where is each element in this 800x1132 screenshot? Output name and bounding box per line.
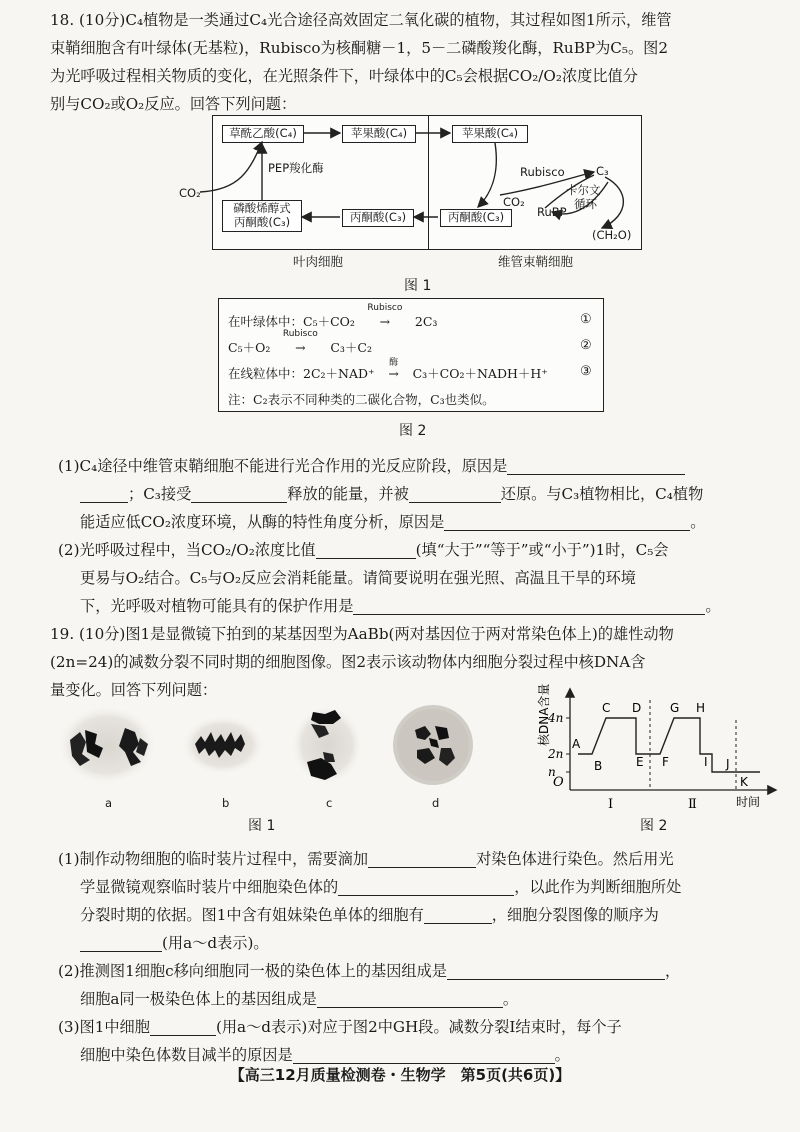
q19-s1-line1 bbox=[58, 845, 770, 873]
point-label-A: A bbox=[572, 737, 581, 751]
eq3-right: C₃＋CO₂＋NADH＋H⁺ bbox=[412, 366, 548, 381]
equation-1: 在叶绿体中：C₅＋CO₂ Rubisco → 2C₃ bbox=[228, 303, 438, 329]
x-axis-label: 时间 bbox=[736, 795, 761, 809]
point-label-I: I bbox=[704, 755, 708, 769]
q19-s3-end: 。 bbox=[554, 1046, 570, 1064]
co2-right-label: CO₂ bbox=[503, 195, 525, 209]
pep-label-line2: 丙酮酸(C₃) bbox=[233, 215, 291, 229]
q19-subquestions bbox=[58, 845, 770, 1069]
phase-label-1: Ⅰ bbox=[608, 797, 614, 812]
c3-label: C₃ bbox=[596, 164, 609, 178]
point-label-F: F bbox=[662, 755, 669, 769]
rubisco-label: Rubisco bbox=[520, 165, 565, 179]
equation-3: 在线粒体中：2C₂＋NAD⁺ 酶 → C₃＋CO₂＋NADH＋H⁺ bbox=[228, 364, 548, 382]
point-label-K: K bbox=[740, 775, 748, 789]
q19-s2-end: 。 bbox=[502, 990, 519, 1008]
answer-blank-q19-1[interactable] bbox=[368, 849, 476, 868]
q18-intro-line2: 束鞘细胞含有叶绿体(无基粒)，Rubisco为核酮糖－1，5－二磷酸羧化酶，RuBP为C₅。图2 bbox=[50, 39, 669, 57]
q19-figure-1-caption: 图 1 bbox=[248, 818, 276, 834]
cell-label-b: b bbox=[222, 796, 230, 810]
q18-intro-line1: 18. (10分)C₄植物是一类通过C₄光合途径高效固定二氧化碳的植物，其过程如图1所示，维管 bbox=[50, 11, 672, 29]
q19-s1-text-c: 学显微镜观察临时装片中细胞染色体的 bbox=[80, 878, 339, 896]
q19-s1-text-b: 对染色体进行染色。然后用光 bbox=[476, 850, 674, 868]
q19-s2-text-b: ， bbox=[665, 962, 681, 980]
q19-s1-text-d: ，以此作为判断细胞所处 bbox=[514, 878, 682, 896]
answer-blank-q19-4[interactable] bbox=[80, 933, 162, 952]
equation-note: 注：C₂表示不同种类的二碳化合物，C₃也类似。 bbox=[228, 392, 495, 407]
q19-s2-line2 bbox=[58, 985, 770, 1013]
pep-label-line1: 磷酸烯醇式 bbox=[233, 201, 291, 215]
ch2o-label: (CH₂O) bbox=[592, 228, 632, 242]
label-bundle-sheath: 维管束鞘细胞 bbox=[498, 254, 574, 269]
eq3-left: 在线粒体中：2C₂＋NAD⁺ bbox=[228, 366, 375, 381]
eq2-number: ② bbox=[580, 338, 592, 353]
oaa-label: 草酰乙酸(C₄) bbox=[229, 126, 297, 140]
eq2-enzyme: Rubisco bbox=[282, 329, 318, 339]
q19-s1-text-g: (用a～d表示)。 bbox=[162, 934, 269, 952]
pep-enzyme-label: PEP羧化酶 bbox=[268, 161, 324, 175]
calvin-line1: 卡尔文 bbox=[566, 183, 601, 197]
cell-label-a: a bbox=[105, 796, 113, 810]
point-label-C: C bbox=[602, 701, 611, 715]
q19-intro-line3: 量变化。回答下列问题： bbox=[50, 681, 218, 699]
pyruvate-right-label: 丙酮酸(C₃) bbox=[447, 210, 505, 224]
q18-s1-text-a: (1)C₄途径中维管束鞘细胞不能进行光合作用的光反应阶段，原因是 bbox=[58, 457, 508, 475]
eq3-number: ③ bbox=[580, 364, 592, 379]
q19-s1-text-e: 分裂时期的依据。图1中含有姐妹染色单体的细胞有 bbox=[80, 906, 424, 924]
answer-blank-q19-6[interactable] bbox=[317, 989, 503, 1008]
q19-figure-2-caption: 图 2 bbox=[640, 818, 668, 834]
eq2-left: C₅＋O₂ bbox=[228, 340, 271, 355]
q18-s1-end: 。 bbox=[690, 513, 706, 531]
q19-s3-text-c: 细胞中染色体数目减半的原因是 bbox=[80, 1046, 293, 1064]
q19-s2-text-c: 细胞a同一极染色体上的基因组成是 bbox=[80, 990, 317, 1008]
q19-s1-text-f: ，细胞分裂图像的顺序为 bbox=[491, 906, 659, 924]
chart-origin: O bbox=[553, 775, 564, 790]
answer-blank-q19-2[interactable] bbox=[338, 877, 514, 896]
y-tick-2: n bbox=[548, 765, 556, 779]
q18-s1-text-e: 能适应低CO₂浓度环境，从酶的特性角度分析，原因是 bbox=[80, 513, 445, 531]
eq1-left: 在叶绿体中：C₅＋CO₂ bbox=[228, 314, 355, 329]
malate-right-label: 苹果酸(C₄) bbox=[461, 126, 519, 140]
eq3-enzyme: 酶 bbox=[389, 358, 399, 368]
figure-2-caption: 图 2 bbox=[399, 423, 427, 439]
y-tick-1: 2n bbox=[548, 747, 564, 761]
q18-s1-text-d: 还原。与C₃植物相比，C₄植物 bbox=[500, 485, 704, 503]
q18-s2-text-d: 下，光呼吸对植物可能具有的保护作用是 bbox=[80, 597, 354, 615]
q18-s1-text-c: 释放的能量，并被 bbox=[287, 485, 409, 503]
dna-content-line bbox=[578, 718, 760, 772]
figure-1-caption: 图 1 bbox=[404, 278, 432, 294]
eq1-enzyme: Rubisco bbox=[367, 303, 403, 313]
q19-s1-text-a: (1)制作动物细胞的临时装片过程中，需要滴加 bbox=[58, 850, 369, 868]
q18-intro-line4: 别与CO₂或O₂反应。回答下列问题： bbox=[50, 95, 297, 113]
rubp-label: RuBP bbox=[537, 205, 567, 219]
q18-s2-text-a: (2)光呼吸过程中，当CO₂/O₂浓度比值 bbox=[58, 541, 316, 559]
equation-2: C₅＋O₂ Rubisco → C₃＋C₂ bbox=[228, 329, 372, 355]
q19-s3-text-a: (3)图1中细胞 bbox=[58, 1018, 150, 1036]
point-label-H: H bbox=[696, 701, 706, 715]
q19-intro-line1: 19. (10分)图1是显微镜下拍到的某基因型为AaBb(两对基因位于两对常染色体上)的雄性动物 bbox=[50, 625, 674, 643]
q18-intro-line3: 为光呼吸过程相关物质的变化，在光照条件下，叶绿体中的C₅会根据CO₂/O₂浓度比值分 bbox=[50, 67, 638, 85]
point-label-B: B bbox=[594, 759, 603, 773]
cell-label-c: c bbox=[326, 796, 333, 810]
y-tick-0: 4n bbox=[548, 711, 564, 725]
calvin-line2: 循环 bbox=[574, 197, 597, 211]
q18-s2-line2: 更易与O₂结合。C₅与O₂反应会消耗能量。请简要说明在强光照、高温且干旱的环境 bbox=[80, 569, 636, 587]
dna-line-group bbox=[572, 701, 760, 789]
page-footer: 【高三12月质量检测卷・生物学 第5页(共6页)】 bbox=[229, 1066, 571, 1084]
answer-blank-q19-5[interactable] bbox=[447, 961, 665, 980]
q18-s2-end: 。 bbox=[705, 597, 721, 615]
eq1-right: 2C₃ bbox=[414, 314, 438, 329]
point-label-D: D bbox=[632, 701, 642, 715]
answer-blank-q19-3[interactable] bbox=[424, 905, 492, 924]
q18-s2-text-b: (填“大于”“等于”或“小于”)1时，C₅会 bbox=[415, 541, 669, 559]
q19-s3-text-b: (用a～d表示)对应于图2中GH段。减数分裂Ⅰ结束时，每个子 bbox=[215, 1018, 622, 1036]
cell-label-d: d bbox=[432, 796, 440, 810]
point-label-J: J bbox=[726, 757, 730, 771]
q19-intro-line2: (2n=24)的减数分裂不同时期的细胞图像。图2表示该动物体内细胞分裂过程中核DNA含 bbox=[50, 653, 646, 671]
point-label-G: G bbox=[670, 701, 680, 715]
answer-blank-q19-7[interactable] bbox=[150, 1017, 216, 1036]
point-label-E: E bbox=[636, 755, 644, 769]
malate-left-label: 苹果酸(C₄) bbox=[350, 126, 408, 140]
eq1-number: ① bbox=[580, 312, 592, 327]
q19-s3-line1 bbox=[58, 1013, 770, 1041]
q19-s1-line3 bbox=[58, 901, 770, 929]
q19-s1-line4 bbox=[58, 929, 770, 957]
pyruvate-mid-label: 丙酮酸(C₃) bbox=[349, 210, 407, 224]
eq2-right: C₃＋C₂ bbox=[330, 340, 372, 355]
answer-blank-q19-8[interactable] bbox=[293, 1045, 555, 1064]
y-axis-label: 核DNA含量 bbox=[537, 683, 551, 746]
q19-s2-text-a: (2)推测图1细胞c移向细胞同一极的染色体上的基因组成是 bbox=[58, 962, 447, 980]
q18-s1-text-b: ；C₃接受 bbox=[128, 485, 192, 503]
q19-s1-line2 bbox=[58, 873, 770, 901]
q19-s2-line1 bbox=[58, 957, 770, 985]
label-mesophyll: 叶肉细胞 bbox=[293, 254, 344, 269]
phase-label-2: Ⅱ bbox=[688, 797, 697, 812]
co2-left-label: CO₂ bbox=[179, 186, 201, 200]
